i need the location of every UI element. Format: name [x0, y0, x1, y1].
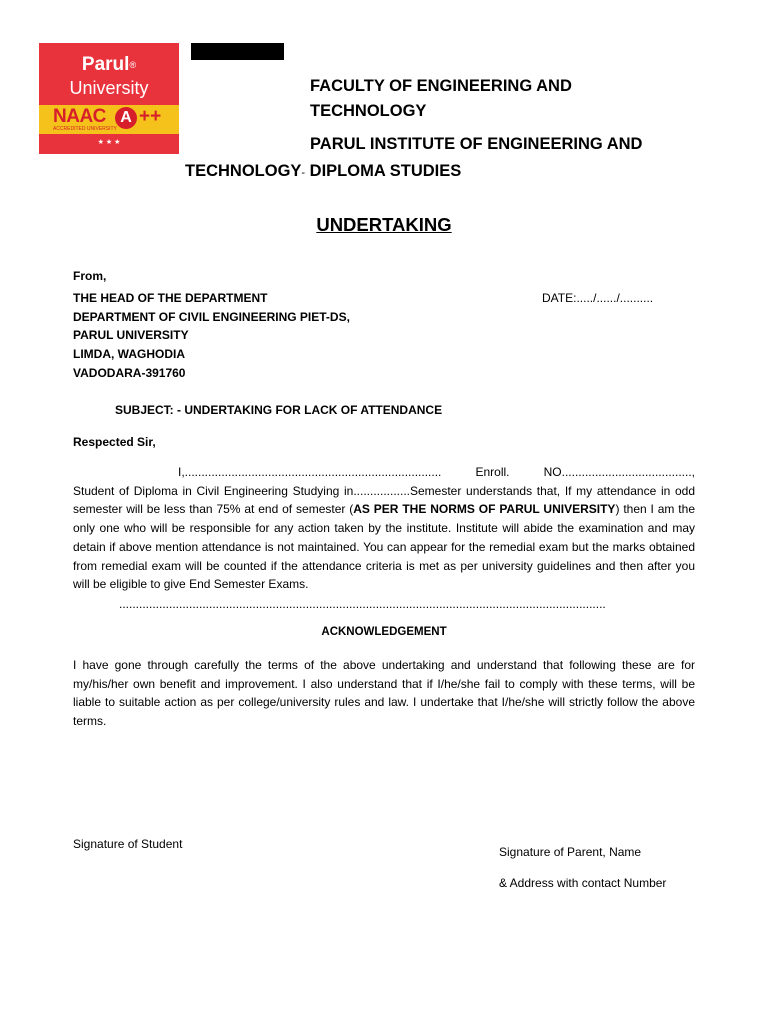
university-logo [39, 43, 179, 154]
logo-grade-plus: ++ [139, 106, 162, 127]
faculty-heading: FACULTY OF ENGINEERING AND TECHNOLOGY [310, 77, 572, 120]
logo-stars-icon: ★ ★ ★ [97, 139, 121, 146]
paragraph-text: ) then I am the only one who will be responsible for any action taken by the institute. Institute will abide the examination and may detain if above mention attendance is not maintained. You can appear for the remedial exam but the marks obtained from remedial exam will be counted if the attendance criteria is met as per university guidelines and then after you will be eligible to give End Semester Exams. [73, 502, 695, 592]
address-line: PARUL UNIVERSITY [73, 328, 189, 343]
acknowledgement-heading: ACKNOWLEDGEMENT [321, 626, 447, 638]
date-field: DATE:...../....../.......... [542, 291, 654, 305]
subject-line: SUBJECT: - UNDERTAKING FOR LACK OF ATTENDANCE [115, 403, 443, 417]
address-line: LIMDA, WAGHODIA [73, 347, 185, 362]
acknowledgement-paragraph: I have gone through carefully the terms of the above undertaking and understand that following these are for my/his/her own benefit and improvement. I also understand that if I/he/she fail to comply with these terms, will be liable to suitable action as per college/university rules and law. I undertake that I/he/she will strictly follow the above terms. [73, 658, 695, 729]
student-details-line [73, 463, 695, 482]
logo-brand-line1: Parul® [81, 54, 137, 75]
logo-naac-band [39, 105, 179, 134]
logo-naac-text: NAAC [53, 106, 106, 127]
redaction-bar [191, 43, 284, 60]
salutation: Respected Sir, [73, 435, 156, 449]
sender-address [73, 289, 350, 383]
address-line: THE HEAD OF THE DEPARTMENT [73, 291, 268, 305]
undertaking-paragraph [73, 463, 695, 594]
enroll-label: Enroll. [475, 465, 510, 479]
enroll-number-blank: NO......................................., [543, 465, 695, 479]
student-signature-label: Signature of Student [73, 837, 183, 851]
from-label: From, [73, 269, 107, 283]
logo-brand-line2: University [69, 78, 149, 98]
parent-signature-line1: Signature of Parent, Name [499, 845, 642, 859]
document-title: UNDERTAKING [316, 214, 452, 235]
logo-grade-badge: A [115, 107, 137, 129]
norms-emphasis: AS PER THE NORMS OF PARUL UNIVERSITY [353, 502, 616, 517]
paragraph-text: Student of Diploma in Civil Engineering Studying in.................Semester understands that, If my attendance in odd semester will be less than 75% at end of semester ( [73, 483, 695, 517]
institute-heading: PARUL INSTITUTE OF ENGINEERING AND [310, 135, 643, 153]
address-line: DEPARTMENT OF CIVIL ENGINEERING PIET-DS, [73, 309, 350, 324]
address-line: VADODARA-391760 [73, 365, 186, 380]
logo-accredited-text: ACCREDITED UNIVERSITY [53, 126, 117, 132]
parent-signature-line2: & Address with contact Number [499, 876, 667, 890]
separator-line: .................................................................................................................................................. [119, 597, 606, 611]
parent-signature-label [499, 837, 666, 899]
institute-heading-continued: TECHNOLOGY- DIPLOMA STUDIES [185, 162, 462, 180]
name-blank: I,............................................................................. [178, 465, 442, 479]
